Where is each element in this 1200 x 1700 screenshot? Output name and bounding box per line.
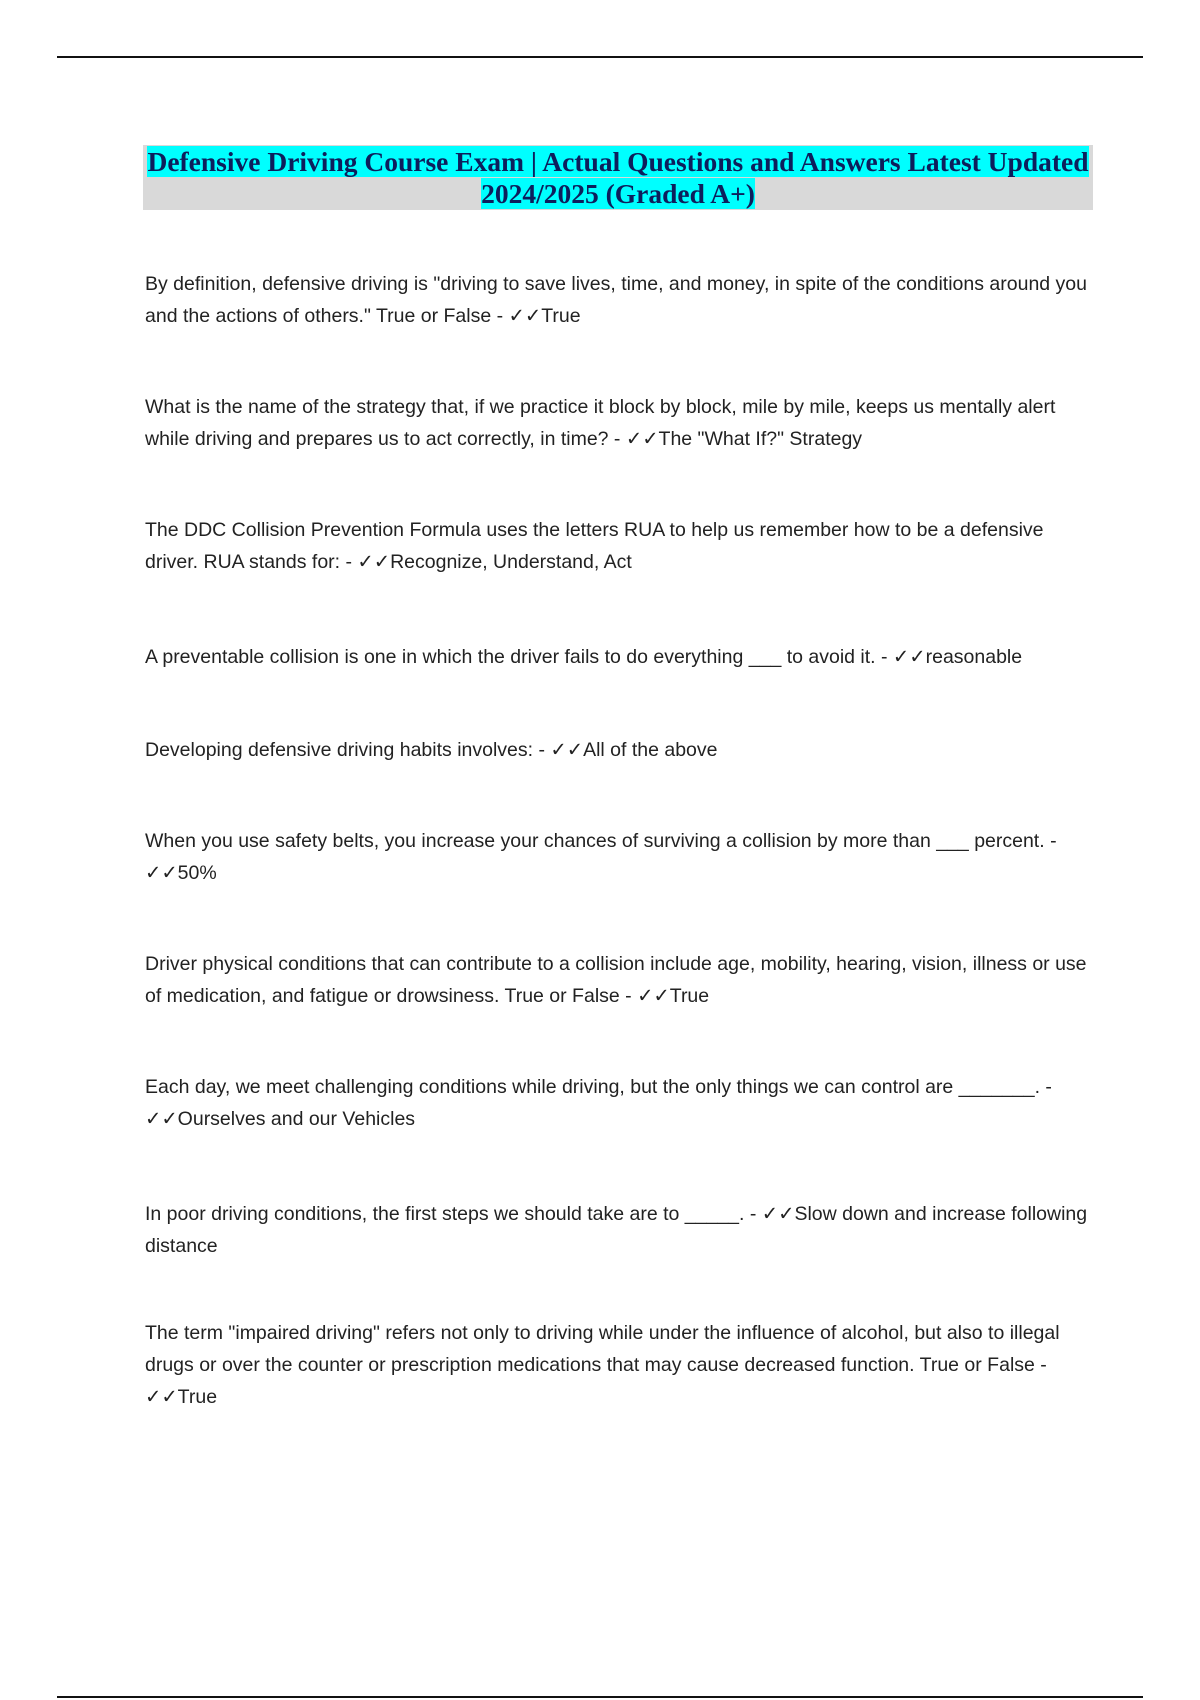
question-text: Developing defensive driving habits involves: - <box>145 739 551 761</box>
question-text: A preventable collision is one in which the driver fails to do everything ___ to avoid it. - <box>145 646 893 668</box>
question-text: When you use safety belts, you increase your chances of surviving a collision by more than ___ percent. - <box>145 830 1057 852</box>
answer-text: ✓✓Slow down and increase following distance <box>145 1203 1088 1257</box>
answer-text: ✓✓True <box>145 1386 218 1408</box>
answer-text: ✓✓50% <box>145 862 217 884</box>
title-highlight: Defensive Driving Course Exam | Actual Questions and Answers Latest Updated 2024/2025 (Graded A+) <box>147 145 1089 209</box>
qa-item-4 <box>145 641 1090 673</box>
answer-text: ✓✓True <box>508 305 581 327</box>
qa-item-5 <box>145 734 1090 766</box>
title-banner <box>143 145 1093 210</box>
answer-text: ✓✓Recognize, Understand, Act <box>357 551 632 573</box>
bottom-rule <box>57 1696 1143 1698</box>
question-text: The term "impaired driving" refers not only to driving while under the influence of alcohol, but also to illegal drugs or over the counter or prescription medications that may cause decreased function. True or False - <box>145 1322 1060 1376</box>
qa-item-7 <box>145 948 1090 1012</box>
question-text: By definition, defensive driving is "driving to save lives, time, and money, in spite of the conditions around you and the actions of others." True or False - <box>145 273 1087 327</box>
qa-item-10 <box>145 1317 1090 1413</box>
top-rule <box>57 56 1143 58</box>
qa-item-2 <box>145 391 1090 455</box>
answer-text: ✓✓Ourselves and our Vehicles <box>145 1108 416 1130</box>
qa-item-1 <box>145 268 1090 332</box>
answer-text: ✓✓The "What If?" Strategy <box>625 428 863 450</box>
question-text: In poor driving conditions, the first steps we should take are to _____. - <box>145 1203 762 1225</box>
qa-item-6 <box>145 825 1090 889</box>
question-text: The DDC Collision Prevention Formula uses the letters RUA to help us remember how to be a defensive driver. RUA stands for: - <box>145 519 1044 573</box>
question-text: Each day, we meet challenging conditions while driving, but the only things we can control are _______. - <box>145 1076 1052 1098</box>
question-text: What is the name of the strategy that, if we practice it block by block, mile by mile, keeps us mentally alert while driving and prepares us to act correctly, in time? - <box>145 396 1056 450</box>
document-title <box>143 146 1093 210</box>
qa-item-3 <box>145 514 1090 578</box>
qa-item-8 <box>145 1071 1090 1135</box>
answer-text: ✓✓All of the above <box>550 739 718 761</box>
qa-item-9 <box>145 1198 1090 1262</box>
answer-text: ✓✓reasonable <box>892 646 1023 668</box>
question-text: Driver physical conditions that can contribute to a collision include age, mobility, hearing, vision, illness or use of medication, and fatigue or drowsiness. True or False - <box>145 953 1087 1007</box>
answer-text: ✓✓True <box>637 985 710 1007</box>
